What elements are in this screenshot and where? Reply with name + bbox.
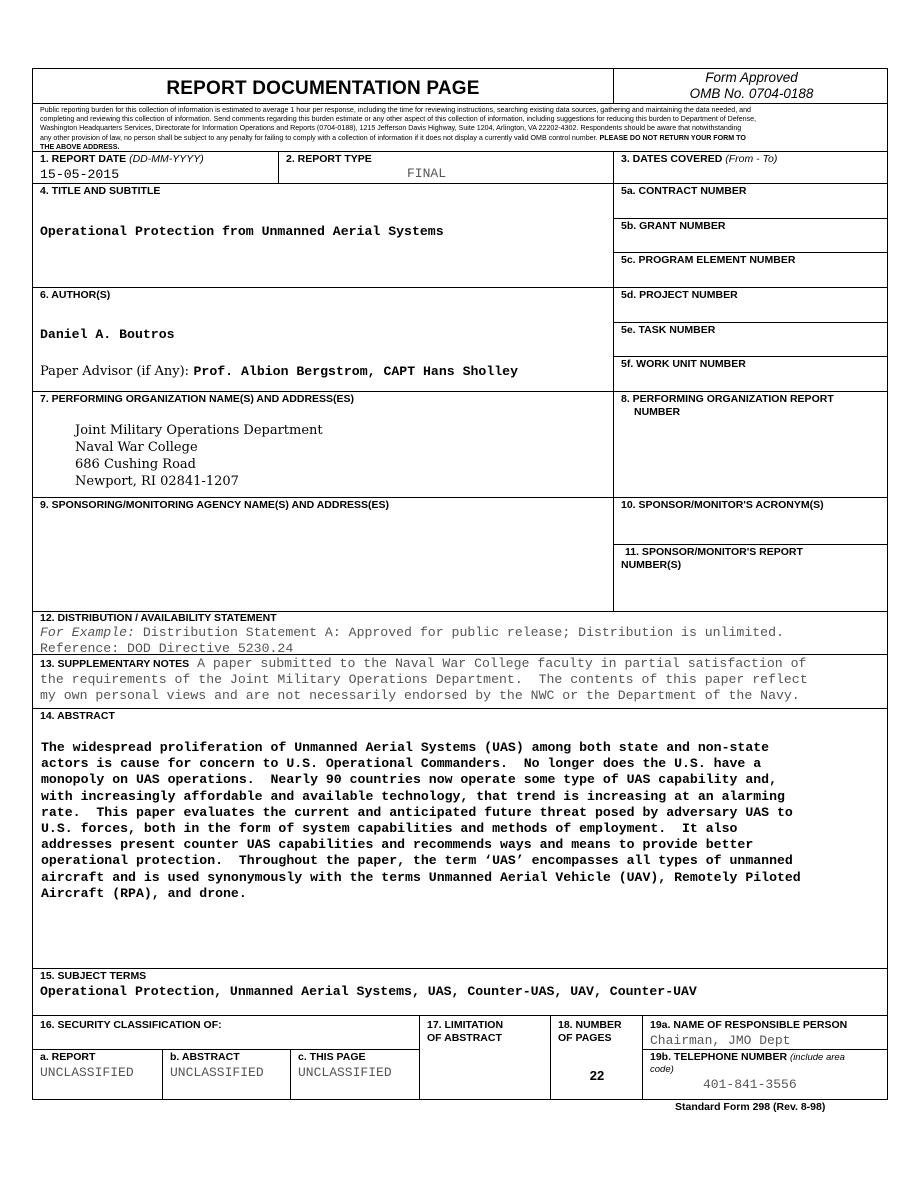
- work-unit-cell: [613, 356, 888, 391]
- security-classification-cell: [33, 1015, 419, 1049]
- telephone-value: 401-841-3556: [703, 1077, 797, 1092]
- page-classification-value: UNCLASSIFIED: [298, 1065, 392, 1080]
- responsible-person-value: Chairman, JMO Dept: [650, 1033, 791, 1048]
- report-type-label: 2. REPORT TYPE: [286, 153, 372, 165]
- abstract-classification-value: UNCLASSIFIED: [170, 1065, 264, 1080]
- contract-number-label: 5a. CONTRACT NUMBER: [621, 185, 747, 197]
- number-of-pages-label-2: OF PAGES: [558, 1032, 612, 1044]
- performing-org-address: [75, 422, 323, 490]
- authors-label: 6. AUTHOR(S): [40, 289, 111, 301]
- number-of-pages-label: 18. NUMBER: [558, 1019, 622, 1031]
- report-type-value: FINAL: [407, 166, 447, 181]
- sponsoring-agency-label: 9. SPONSORING/MONITORING AGENCY NAME(S) AND ADDRESS(ES): [40, 499, 390, 511]
- supplementary-line-3: my own personal views and are not necessarily endorsed by the NWC or the Department of the Navy.: [40, 688, 800, 703]
- burden-line-1: Public reporting burden for this collection of information is estimated to average 1 hour per response, including the time for reviewing instructions, searching existing data sources, gathering and maintaining the data needed, and: [40, 106, 751, 114]
- distribution-label: 12. DISTRIBUTION / AVAILABILITY STATEMENT: [40, 612, 277, 624]
- abstract-line: monopoly on UAS operations. Nearly 90 countries now operate some type of UAS capability and,: [41, 772, 777, 788]
- burden-notice: [33, 103, 888, 151]
- abstract-cell: [33, 708, 888, 968]
- supplementary-line-2: the requirements of the Joint Military Operations Department. The contents of this paper reflect: [40, 672, 808, 687]
- abstract-line: Aircraft (RPA), and drone.: [41, 885, 247, 901]
- responsible-person-label: 19a. NAME OF RESPONSIBLE PERSON: [650, 1019, 848, 1031]
- program-element-cell: [613, 252, 888, 287]
- abstract-classification-label: b. ABSTRACT: [170, 1051, 240, 1063]
- distribution-cell: [33, 611, 888, 654]
- abstract-line: rate. This paper evaluates the current and anticipated future threat posed by adversary UAS to: [41, 804, 793, 820]
- report-classification-label: a. REPORT: [40, 1051, 96, 1063]
- report-documentation-form: [32, 68, 888, 1100]
- performing-org-cell: [33, 391, 613, 497]
- limitation-label: 17. LIMITATION: [427, 1019, 504, 1031]
- author-name: Daniel A. Boutros: [40, 327, 175, 342]
- task-number-cell: [613, 322, 888, 356]
- burden-line-4: any other provision of law, no person shall be subject to any penalty for failing to comply with a collection of information if it does not display a currently valid OMB control number. PLEASE DO NOT RETURN YOUR FORM TO: [40, 133, 746, 142]
- report-title-value: Operational Protection from Unmanned Aerial Systems: [40, 224, 444, 239]
- title-subtitle-label: 4. TITLE AND SUBTITLE: [40, 185, 161, 197]
- limitation-label-2: OF ABSTRACT: [427, 1032, 502, 1044]
- page-classification-label: c. THIS PAGE: [298, 1051, 366, 1063]
- address-line: Naval War College: [75, 440, 198, 455]
- number-of-pages-value: 22: [589, 1068, 605, 1083]
- address-line: Newport, RI 02841-1207: [75, 474, 239, 489]
- abstract-line: aircraft and is used synonymously with the terms Unmanned Aerial Vehicle (UAV), Remotely Piloted: [41, 869, 801, 885]
- subject-terms-value: Operational Protection, Unmanned Aerial Systems, UAS, Counter-UAS, UAV, Counter-UAV: [40, 984, 697, 999]
- abstract-line: addresses present counter UAS capabilities and recommends ways and means to provide better: [41, 837, 754, 853]
- page-classification-cell: [290, 1049, 419, 1100]
- performing-org-report-label: 8. PERFORMING ORGANIZATION REPORT: [621, 393, 834, 405]
- task-number-label: 5e. TASK NUMBER: [621, 324, 716, 336]
- performing-org-label: 7. PERFORMING ORGANIZATION NAME(S) AND ADDRESS(ES): [40, 393, 355, 405]
- responsible-person-cell: [642, 1015, 888, 1049]
- sponsor-report-label-2: NUMBER(S): [621, 559, 682, 571]
- omb-cell: [613, 69, 888, 103]
- report-date-cell: [33, 151, 278, 183]
- sponsor-acronym-cell: [613, 497, 888, 544]
- project-number-cell: [613, 287, 888, 322]
- title-subtitle-cell: [33, 183, 613, 287]
- paper-advisor: [40, 362, 518, 380]
- supplementary-line-1: 13. SUPPLEMENTARY NOTES A paper submitted to the Naval War College faculty in partial satisfaction of: [40, 656, 807, 671]
- form-title-cell: [33, 69, 613, 103]
- abstract-line: actors is cause for concern to U.S. Operational Commanders. No longer does the U.S. have a: [41, 756, 762, 772]
- subject-terms-cell: [33, 968, 888, 1015]
- abstract-label: 14. ABSTRACT: [40, 710, 115, 722]
- sponsor-report-label: 11. SPONSOR/MONITOR'S REPORT: [625, 546, 803, 558]
- report-type-cell: [278, 151, 613, 183]
- abstract-line: operational protection. Throughout the paper, the term ‘UAS’ encompasses all types of unmanned: [41, 853, 793, 869]
- performing-org-report-cell: [613, 391, 888, 497]
- burden-line-2: completing and reviewing this collection of information. Send comments regarding this burden estimate or any other aspect of this collection of information, including suggestions for reducing this burden to Department of Defense,: [40, 115, 757, 124]
- advisor-value: Prof. Albion Bergstrom, CAPT Hans Sholley: [193, 364, 518, 379]
- address-line: 686 Cushing Road: [75, 457, 196, 472]
- grant-number-cell: [613, 218, 888, 252]
- report-date-label: 1. REPORT DATE (DD-MM-YYYY): [40, 153, 204, 165]
- dates-covered-cell: [613, 151, 888, 183]
- abstract-classification-cell: [162, 1049, 290, 1100]
- sponsoring-agency-cell: [33, 497, 613, 611]
- number-of-pages-cell: [550, 1015, 642, 1100]
- telephone-label: 19b. TELEPHONE NUMBER (include area: [650, 1051, 845, 1063]
- advisor-label: Paper Advisor (if Any):: [40, 364, 190, 379]
- work-unit-label: 5f. WORK UNIT NUMBER: [621, 358, 746, 370]
- burden-line-5: THE ABOVE ADDRESS.: [40, 142, 120, 151]
- telephone-hint: code): [650, 1064, 674, 1075]
- sponsor-acronym-label: 10. SPONSOR/MONITOR'S ACRONYM(S): [621, 499, 824, 511]
- form-approved-text: Form Approved: [705, 70, 798, 85]
- report-classification-cell: [33, 1049, 162, 1100]
- distribution-reference: Reference: DOD Directive 5230.24: [40, 641, 294, 654]
- telephone-cell: [642, 1049, 888, 1100]
- burden-line-3: Washington Headquarters Services, Directorate for Information Operations and Reports (0704-0188), 1215 Jefferson Davis Highway, Suite 1204, Arlington, VA 22202-4302. Respondents should be aware that notwithstanding: [40, 124, 742, 133]
- abstract-line: The widespread proliferation of Unmanned Aerial Systems (UAS) among both state and non-state: [41, 740, 770, 755]
- report-classification-value: UNCLASSIFIED: [40, 1065, 134, 1080]
- dates-covered-label: 3. DATES COVERED (From - To): [621, 153, 778, 165]
- address-line: Joint Military Operations Department: [75, 423, 323, 438]
- page-title: REPORT DOCUMENTATION PAGE: [166, 78, 480, 99]
- form-footer: Standard Form 298 (Rev. 8-98): [675, 1101, 826, 1113]
- distribution-statement: For Example: Distribution Statement A: Approved for public release; Distribution is unlimited.: [40, 625, 784, 640]
- report-date-value: 15-05-2015: [40, 167, 120, 182]
- subject-terms-label: 15. SUBJECT TERMS: [40, 970, 147, 982]
- grant-number-label: 5b. GRANT NUMBER: [621, 220, 726, 232]
- abstract-line: U.S. forces, both in the form of system capabilities and methods of employment. It also: [41, 821, 738, 837]
- abstract-text: [41, 740, 801, 902]
- security-classification-label: 16. SECURITY CLASSIFICATION OF:: [40, 1019, 222, 1031]
- supplementary-notes-label: 13. SUPPLEMENTARY NOTES: [40, 658, 190, 670]
- supplementary-notes-cell: [33, 654, 888, 708]
- distribution-example: For Example:: [40, 625, 135, 640]
- authors-cell: [33, 287, 613, 391]
- limitation-cell: [419, 1015, 550, 1100]
- program-element-label: 5c. PROGRAM ELEMENT NUMBER: [621, 254, 796, 266]
- abstract-line: with increasingly affordable and available technology, that trend is increasing at an alarming: [41, 788, 785, 804]
- performing-org-report-label-2: NUMBER: [634, 406, 681, 418]
- sponsor-report-cell: [613, 544, 888, 611]
- project-number-label: 5d. PROJECT NUMBER: [621, 289, 738, 301]
- omb-number: OMB No. 0704-0188: [689, 86, 814, 101]
- contract-number-cell: [613, 183, 888, 218]
